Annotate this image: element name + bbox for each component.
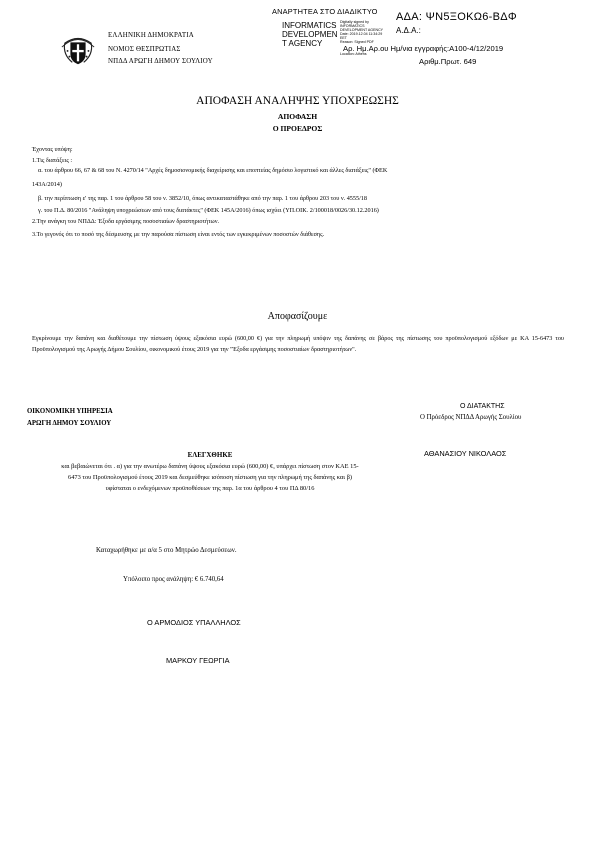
decision-text: Εγκρίνουμε την δαπάνη και διαθέτουμε την πίστωση ύψους εξακόσια ευρώ (600,00 €) για την πληρωμή υπόψιν της δαπάνης σε βάρος της πίστωσης του προϋπολογισμού εξόδων με ΚΑ 15-6473 του Προϋπολογισμού της Αρωγής Δήμου Σουλίου, οικονομικού έτους 2019 για την "Έξοδα εργάσιμης ποσοστιαίων δραστηριοτήτων". xyxy=(32,335,564,353)
signature-line: DEVELOPMENT AGENCY xyxy=(340,28,384,32)
document-title: ΑΠΟΦΑΣΗ ΑΝΑΛΗΨΗΣ ΥΠΟΧΡΕΩΣΗΣ xyxy=(196,95,399,107)
consideration-line: 143Α/2014) xyxy=(32,181,62,188)
consideration-line: 2.Την ανάγκη του ΝΠΔΔ: Έξοδα εργάσιμης ποσοστιαίων δραστηριοτήτων. xyxy=(32,218,220,225)
director-title: Ο ΔΙΑΤΑΚΤΗΣ xyxy=(460,403,505,410)
checked-title: ΕΛΕΓΧΘΗΚΕ xyxy=(187,451,233,459)
agency-line: DEVELOPMEN xyxy=(282,30,338,39)
director-name: ΑΘΑΝΑΣΙΟΥ ΝΙΚΟΛΑΟΣ xyxy=(424,449,507,458)
consideration-line: γ. του Π.Δ. 80/2016 "Ανάληψη υποχρεώσεων από τους διατάκτες" (ΦΕΚ 145Α/2016) όπως ισχύει (ΥΠ.ΟΙΚ. 2/100018/0026/30.12.2016) xyxy=(38,207,379,214)
finance-department-line: ΑΡΩΓΗ ΔΗΜΟΥ ΣΟΥΛΙΟΥ xyxy=(27,420,112,427)
consideration-line: 3.Το γεγονός ότι το ποσό της δέσμευσης με την παρούσα πίστωση είναι εντός των εγκεκριμένων ποσοστών διάθεσης. xyxy=(32,231,325,238)
issuer-line: ΝΟΜΟΣ ΘΕΣΠΡΩΤΙΑΣ xyxy=(108,46,181,53)
consideration-line: 1.Τις διατάξεις : xyxy=(32,157,73,164)
document-subtitle: Ο ΠΡΟΕΔΡΟΣ xyxy=(272,124,323,133)
signature-line: Date: 2019.12.04 11:34:29 xyxy=(340,32,383,36)
consideration-line: Έχοντας υπόψη: xyxy=(32,146,73,153)
consideration-line: α. του άρθρου 66, 67 & 68 του Ν. 4270/14 "Αρχές δημοσιονομικής διαχείρισης και εποπτείας δημόσιο λογιστικό και άλλες διατάξεις" (ΦΕΚ xyxy=(38,167,388,174)
agency-line: T AGENCY xyxy=(282,39,323,48)
greek-coat-of-arms-icon xyxy=(59,30,97,68)
issuer-line: ΝΠΔΔ ΑΡΩΓΗ ΔΗΜΟΥ ΣΟΥΛΙΟΥ xyxy=(108,58,213,65)
consideration-line: β. την περίπτωση ε' της παρ. 1 του άρθρου 58 του ν. 3852/10, όπως αντικαταστάθηκε από την παρ. 1 του άρθρου 203 του ν. 4555/18 xyxy=(38,195,367,202)
signature-line: INFORMATICS xyxy=(340,24,365,28)
official-name: ΜΑΡΚΟΥ ΓΕΩΡΓΙΑ xyxy=(166,656,230,665)
director-role: Ο Πρόεδρος ΝΠΔΔ Αρωγής Σουλίου xyxy=(420,414,522,421)
protocol-number: Αριθμ.Πρωτ. 649 xyxy=(419,57,477,66)
signature-line: Reason: Signed PDF xyxy=(340,40,374,44)
signature-line: Digitally signed by xyxy=(340,20,369,24)
document-subtitle: ΑΠΟΦΑΣΗ xyxy=(277,112,318,121)
finance-department-line: ΟΙΚΟΝΟΜΙΚΗ ΥΠΗΡΕΣΙΑ xyxy=(27,408,113,415)
publication-title: ΑΝΑΡΤΗΤΕΑ ΣΤΟ ΔΙΑΔΙΚΤΥΟ xyxy=(272,7,378,16)
agency-line: INFORMATICS xyxy=(282,21,337,30)
ada-label: Α.Δ.Α.: xyxy=(396,26,421,35)
remaining-balance: Υπόλοιπο προς ανάληψη: € 6.740,64 xyxy=(123,576,224,583)
issuer-line: ΕΛΛΗΝΙΚΗ ΔΗΜΟΚΡΑΤΙΑ xyxy=(108,32,194,39)
official-title: Ο ΑΡΜΟΔΙΟΣ ΥΠΑΛΛΗΛΟΣ xyxy=(147,618,241,627)
issue-date-line: Αρ. Ημ.Αρ.ου Ημ/νια εγγραφής:Α100-4/12/2019 xyxy=(343,44,504,53)
checked-text: και βεβαιώνεται ότι . α) για την ανωτέρω δαπάνη ύψους εξακόσια ευρώ (600,00) €, υπάρχει πίστωση στον ΚΑΕ 15-6473 του Προϋπολογισμού έτους 2019 και δεσμεύθηκε ισόποση πίστωση για την πληρωμή της δαπάνης και β) υφίσταται ο ενδεχόμενων προϋποθέσεων της παρ. 1α του άρθρου 4 του ΠΔ 80/16 xyxy=(61,463,359,492)
ada-code: ΑΔΑ: ΨΝ5ΞΟΚΩ6-ΒΔΦ xyxy=(396,11,517,23)
signature-line: Location: Athens xyxy=(340,52,367,56)
registry-line: Καταχωρήθηκε με α/α 5 στο Μητρώο Δεσμεύσεων. xyxy=(96,547,237,554)
signature-line: EET xyxy=(340,36,347,40)
decision-title: Αποφασίζουμε xyxy=(267,311,328,322)
